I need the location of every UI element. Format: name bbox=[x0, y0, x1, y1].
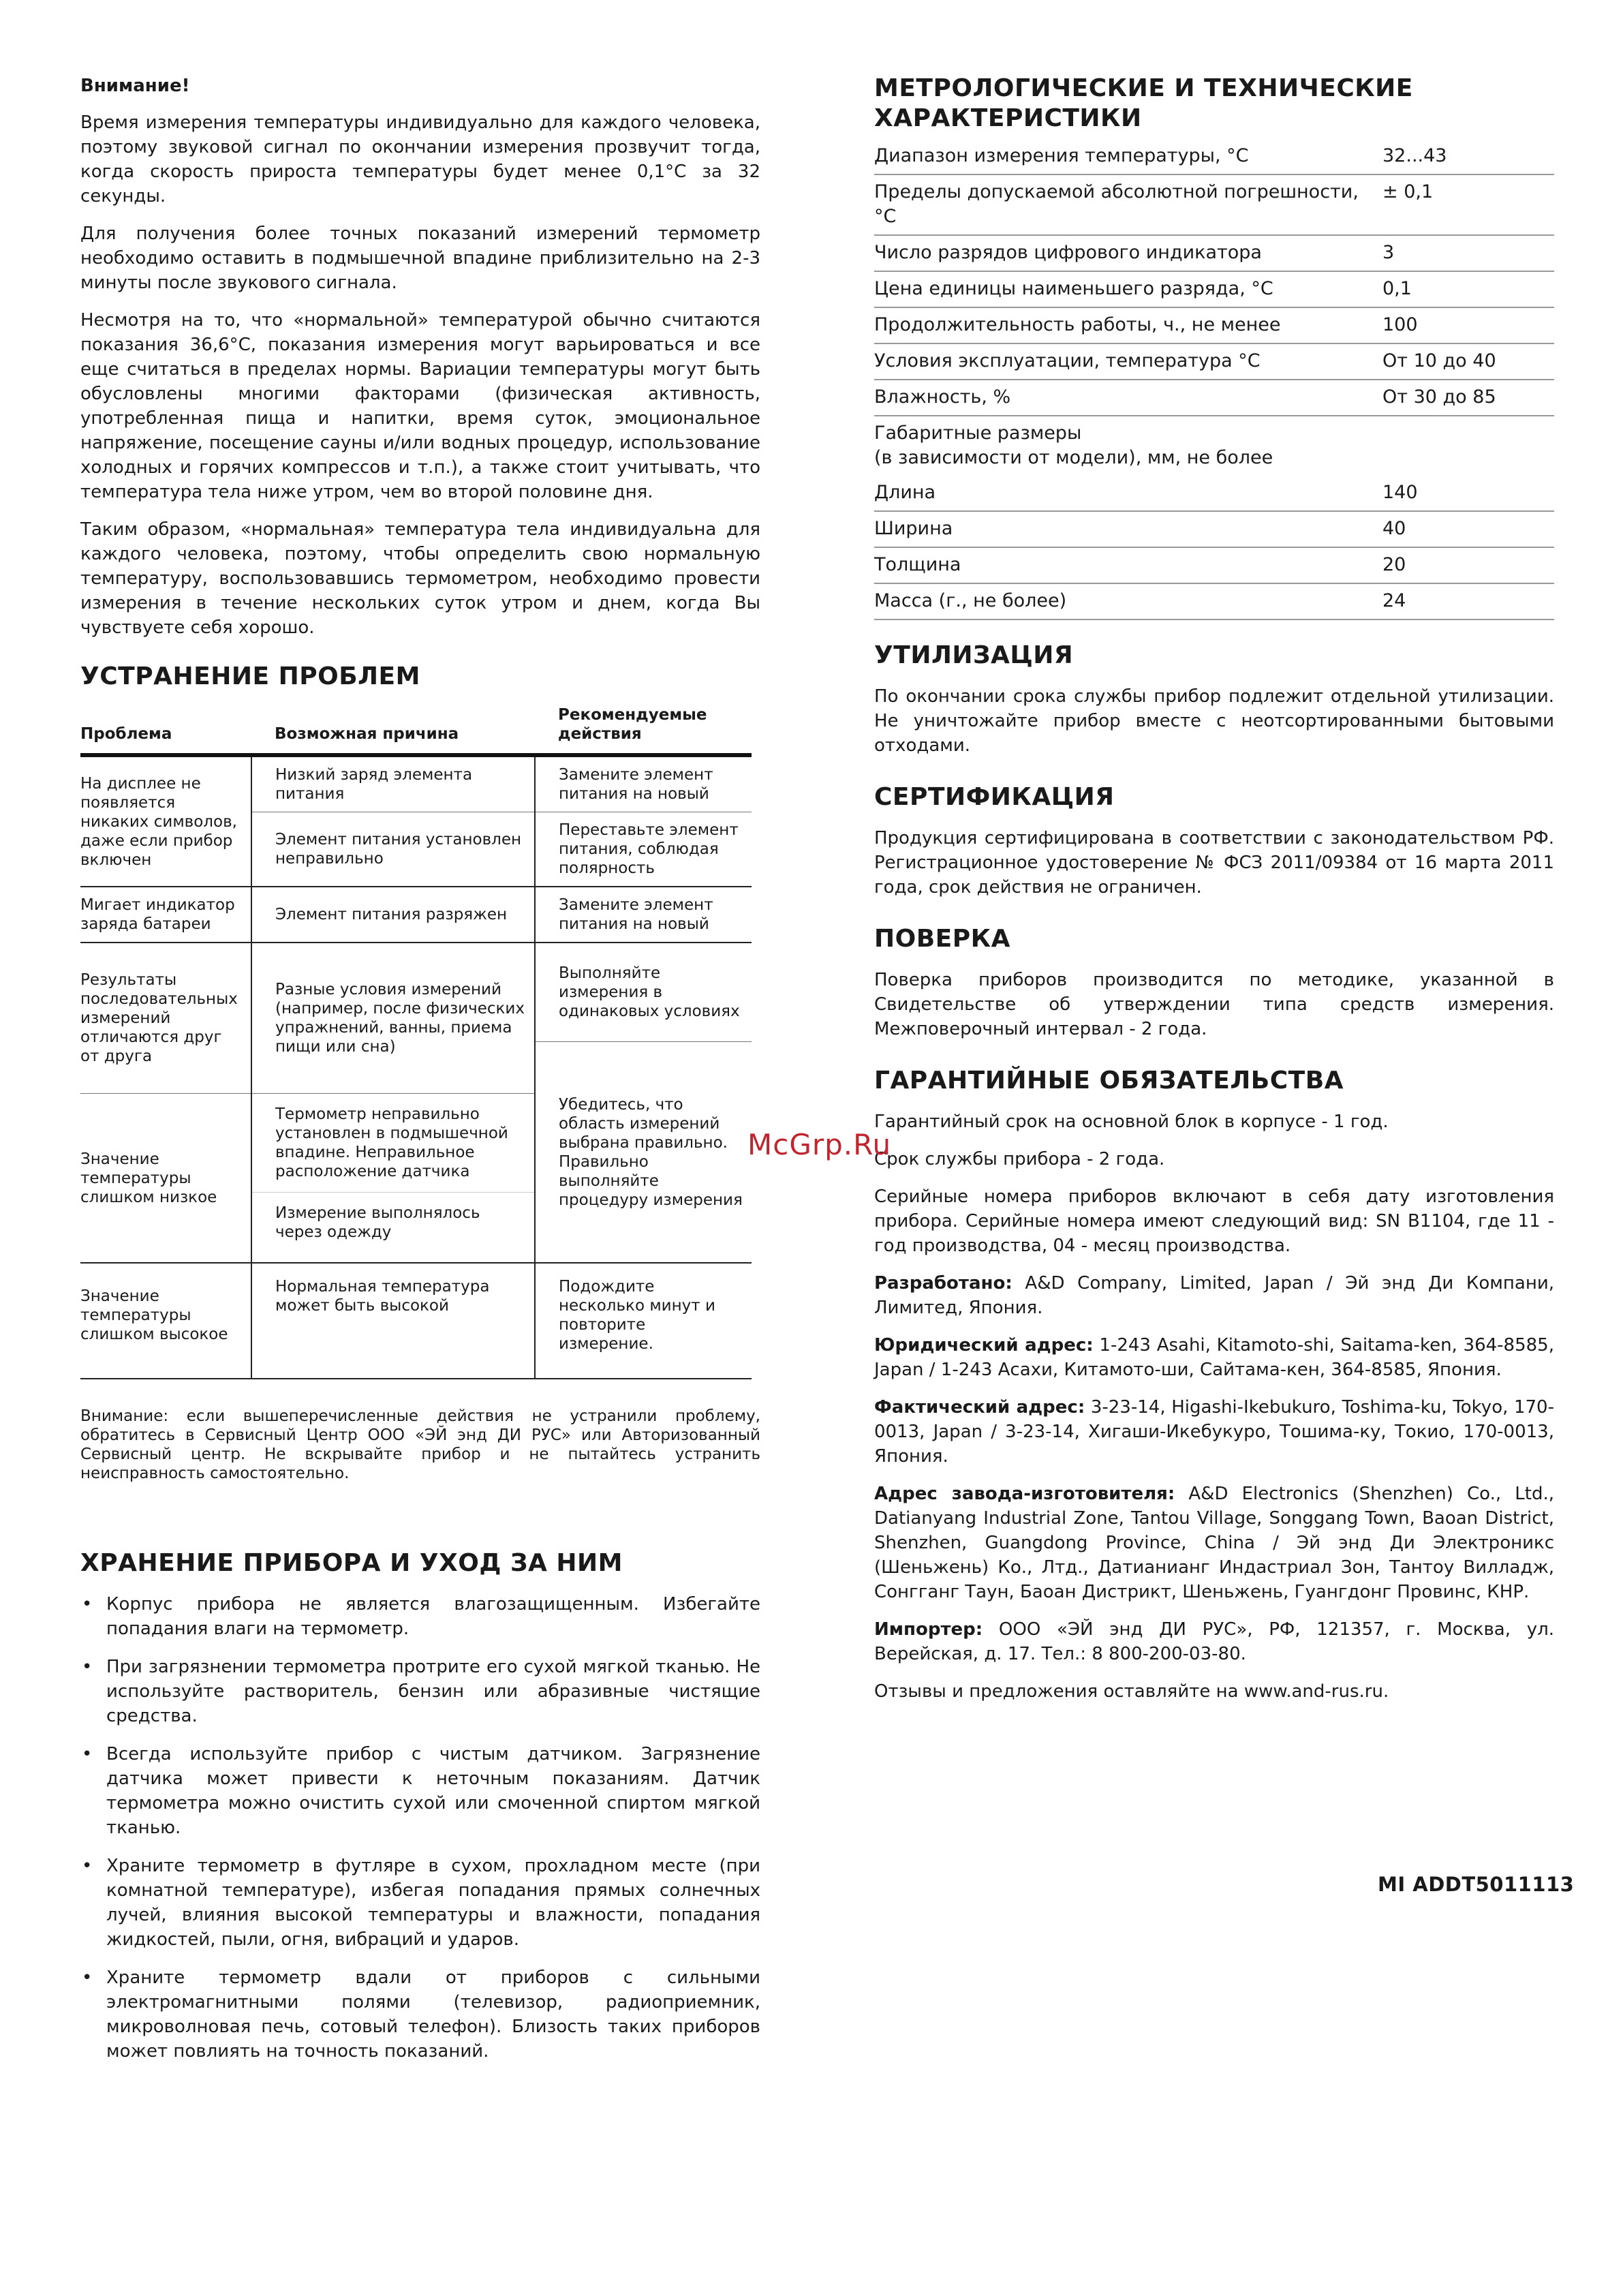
table-row bbox=[874, 271, 1554, 307]
attention-paragraph: Время измерения температуры индивидуально для каждого человека, поэтому звуковой сигнал по окончании измерения прозвучит тогда, когда скорость прироста температуры будет менее 0,1°C за 32 секунды. bbox=[80, 112, 760, 206]
attention-title: Внимание! bbox=[80, 76, 190, 96]
spec-value: ± 0,1 bbox=[1382, 174, 1554, 235]
problem-cell: На дисплее не появляется никаких символов, даже если прибор включен bbox=[80, 755, 251, 887]
importer-info bbox=[874, 1617, 1554, 1666]
problem-cell: Результаты последовательных измерений отличаются друг от друга bbox=[80, 943, 251, 1094]
action-cell: Замените элемент питания на новый bbox=[535, 887, 752, 943]
col-header-action: Рекомендуемые действия bbox=[535, 705, 752, 755]
list-item: • При загрязнении термометра протрите его сухой мягкой тканью. Не используйте растворитель, бензин или абразивные чистящие средства. bbox=[80, 1655, 760, 1728]
col-header-problem: Проблема bbox=[80, 705, 251, 755]
cause-cell: Элемент питания разряжен bbox=[251, 887, 535, 943]
spec-label: Длина bbox=[874, 476, 1382, 511]
spec-value: 3 bbox=[1382, 235, 1554, 271]
cause-cell: Низкий заряд элемента питания bbox=[251, 755, 535, 812]
col-header-cause: Возможная причина bbox=[251, 705, 535, 755]
cause-cell: Элемент питания установлен неправильно bbox=[251, 812, 535, 887]
spec-value: 32...43 bbox=[1382, 139, 1554, 174]
spec-label: Ширина bbox=[874, 511, 1382, 547]
attention-paragraph: Несмотря на то, что «нормальной» температурой обычно считаются показания 36,6°C, показания измерения могут варьироваться и все еще считаться в пределах нормы. Вариации температуры могут быть обусловлены многими факторами (физическая активность, употребленная пища и напитки, время суток, эмоциональное напряжение, посещение сауны и/или водных процедур, использование холодных и горячих компрессов и т.п.), а также стоит учитывать, что температура тела ниже утром, чем во второй половине дня. bbox=[80, 310, 760, 502]
storage-title: ХРАНЕНИЕ ПРИБОРА И УХОД ЗА НИМ bbox=[80, 1549, 623, 1577]
certification-title: СЕРТИФИКАЦИЯ bbox=[874, 783, 1115, 811]
list-item: • Всегда используйте прибор с чистым датчиком. Загрязнение датчика может привести к неточным показаниям. Датчик термометра можно очистить сухой или смоченной спиртом мягкой тканью. bbox=[80, 1742, 760, 1840]
storage-list bbox=[80, 1592, 760, 2064]
table-row bbox=[874, 583, 1554, 619]
cause-cell: Термометр неправильно установлен в подмышечной впадине. Неправильное расположение датчика bbox=[251, 1094, 535, 1193]
table-row bbox=[874, 511, 1554, 547]
table-row bbox=[874, 547, 1554, 583]
table-row bbox=[874, 343, 1554, 380]
action-cell: Переставьте элемент питания, соблюдая полярность bbox=[535, 812, 752, 887]
spec-value: 100 bbox=[1382, 307, 1554, 343]
feedback-text: Отзывы и предложения оставляйте на www.and-rus.ru. bbox=[874, 1681, 1389, 1702]
legal-address-text: 1-243 Asahi, Kitamoto-shi, Saitama-ken, 364-8585, Japan / 1-243 Асахи, Китамото-ши, Сайтама-кен, 364-8585, Япония. bbox=[874, 1335, 1554, 1380]
specs-title: МЕТРОЛОГИЧЕСКИЕ И ТЕХНИЧЕСКИЕ ХАРАКТЕРИСТИКИ bbox=[874, 74, 1413, 132]
spec-label: Цена единицы наименьшего разряда, °C bbox=[874, 271, 1382, 307]
factory-address-text: A&D Electronics (Shenzhen) Co., Ltd., Datianyang Industrial Zone, Tantou Village, Songgang Town, Baoan District, Shenzhen, Guangdong Province, China / Эй энд Ди Электроникс (Шеньжень) Ко., Лтд., Датианианг Индастриал Зон, Тантоу Вилладж, Сонгганг Таун, Баоан Дистрикт, Шеньжень, Гуангдонг Провинс, КНР. bbox=[874, 1484, 1554, 1602]
table-row bbox=[80, 943, 752, 1042]
factory-address-label: Адрес завода-изготовителя: bbox=[874, 1484, 1175, 1504]
attention-paragraph: Для получения более точных показаний измерений термометр необходимо оставить в подмышечной впадине приблизительно на 2-3 минуты после звукового сигнала. bbox=[80, 224, 760, 293]
watermark: McGrp.Ru bbox=[747, 1128, 892, 1161]
developer-text: A&D Company, Limited, Japan / Эй энд Ди Компани, Лимитед, Япония. bbox=[874, 1273, 1554, 1318]
developer-info bbox=[874, 1271, 1554, 1320]
table-row bbox=[80, 755, 752, 812]
spec-label: Масса (г., не более) bbox=[874, 583, 1382, 619]
table-row bbox=[874, 416, 1554, 476]
table-row bbox=[874, 380, 1554, 416]
actual-address-label: Фактический адрес: bbox=[874, 1397, 1085, 1418]
warranty-term: Гарантийный срок на основной блок в корпусе - 1 год. bbox=[874, 1112, 1389, 1132]
problem-cell: Значение температуры слишком низкое bbox=[80, 1094, 251, 1264]
spec-label: Условия эксплуатации, температура °C bbox=[874, 343, 1382, 380]
table-row bbox=[80, 1263, 752, 1379]
spec-label: Число разрядов цифрового индикатора bbox=[874, 235, 1382, 271]
spec-value: От 30 до 85 bbox=[1382, 380, 1554, 416]
troubleshooting-note: Внимание: если вышеперечисленные действия не устранили проблему, обратитесь в Сервисный Центр ООО «ЭЙ энд ДИ РУС» или Авторизованный Сервисный центр. Не вскрывайте прибор и не пытайтесь устранить неисправность самостоятельно. bbox=[80, 1407, 760, 1482]
table-row bbox=[80, 887, 752, 943]
legal-address bbox=[874, 1333, 1554, 1382]
cause-cell: Измерение выполнялось через одежду bbox=[251, 1193, 535, 1264]
spec-label: Продолжительность работы, ч., не менее bbox=[874, 307, 1382, 343]
spec-label: Диапазон измерения температуры, °C bbox=[874, 139, 1382, 174]
developer-label: Разработано: bbox=[874, 1273, 1013, 1294]
disposal-title: УТИЛИЗАЦИЯ bbox=[874, 641, 1074, 669]
action-cell: Подождите несколько минут и повторите измерение. bbox=[535, 1263, 752, 1379]
list-item: • Корпус прибора не является влагозащищенным. Избегайте попадания влаги на термометр. bbox=[80, 1592, 760, 1641]
list-item: • Храните термометр вдали от приборов с сильными электромагнитными полями (телевизор, радиоприемник, микроволновая печь, сотовый телефон). Близость таких приборов может повлиять на точность показаний. bbox=[80, 1965, 760, 2064]
table-row bbox=[874, 307, 1554, 343]
actual-address-text: 3-23-14, Higashi-Ikebukuro, Toshima-ku, Tokyo, 170-0013, Japan / 3-23-14, Хигаши-Икебукуро, Тошима-ку, Токио, 170-0013, Япония. bbox=[874, 1397, 1554, 1467]
service-life: Срок службы прибора - 2 года. bbox=[874, 1149, 1165, 1169]
troubleshooting-table bbox=[80, 705, 752, 1379]
specs-table bbox=[874, 139, 1554, 620]
spec-value: 0,1 bbox=[1382, 271, 1554, 307]
problem-cell: Значение температуры слишком высокое bbox=[80, 1263, 251, 1379]
spec-label bbox=[874, 416, 1554, 476]
certification-text: Продукция сертифицирована в соответствии с законодательством РФ. Регистрационное удостоверение № ФСЗ 2011/09384 от 16 марта 2011 года, срок действия не ограничен. bbox=[874, 828, 1554, 898]
importer-label: Импортер: bbox=[874, 1619, 983, 1640]
table-row bbox=[874, 476, 1554, 511]
legal-address-label: Юридический адрес: bbox=[874, 1335, 1094, 1356]
spec-value: 40 bbox=[1382, 511, 1554, 547]
document-id: MI ADDT5011113 bbox=[1378, 1873, 1575, 1896]
problem-cell: Мигает индикатор заряда батареи bbox=[80, 887, 251, 943]
spec-label: Пределы допускаемой абсолютной погрешности, °C bbox=[874, 174, 1382, 235]
factory-address bbox=[874, 1482, 1554, 1604]
troubleshooting-title: УСТРАНЕНИЕ ПРОБЛЕМ bbox=[80, 662, 420, 690]
serial-info: Серийные номера приборов включают в себя дату изготовления прибора. Серийные номера имеют следующий вид: SN B1104, где 11 - год производства, 04 - месяц производства. bbox=[874, 1187, 1554, 1256]
verification-text: Поверка приборов производится по методике, указанной в Свидетельстве об утверждении типа средств измерения. Межповерочный интервал - 2 года. bbox=[874, 970, 1554, 1039]
right-column bbox=[874, 74, 1554, 1717]
dims-label-line: Габаритные размеры bbox=[874, 423, 1082, 444]
importer-text: ООО «ЭЙ энд ДИ РУС», РФ, 121357, г. Москва, ул. Верейская, д. 17. Тел.: 8 800-200-03-80. bbox=[874, 1619, 1554, 1664]
table-header-row bbox=[80, 705, 752, 755]
action-cell: Убедитесь, что область измерений выбрана правильно. Правильно выполняйте процедуру измерения bbox=[535, 1042, 752, 1264]
left-column bbox=[80, 74, 760, 2077]
cause-cell: Нормальная температура может быть высокой bbox=[251, 1263, 535, 1379]
list-item: • Храните термометр в футляре в сухом, прохладном месте (при комнатной температуре), избегая попадания прямых солнечных лучей, влияния высокой температуры и влажности, попадания жидкостей, пыли, огня, вибраций и ударов. bbox=[80, 1854, 760, 1952]
spec-label: Влажность, % bbox=[874, 380, 1382, 416]
spec-value: От 10 до 40 bbox=[1382, 343, 1554, 380]
table-row bbox=[874, 235, 1554, 271]
warranty-title: ГАРАНТИЙНЫЕ ОБЯЗАТЕЛЬСТВА bbox=[874, 1067, 1344, 1095]
verification-title: ПОВЕРКА bbox=[874, 925, 1010, 953]
actual-address bbox=[874, 1395, 1554, 1469]
dims-label-line: (в зависимости от модели), мм, не более bbox=[874, 447, 1273, 468]
spec-label: Толщина bbox=[874, 547, 1382, 583]
spec-value: 20 bbox=[1382, 547, 1554, 583]
spec-value: 24 bbox=[1382, 583, 1554, 619]
action-cell: Замените элемент питания на новый bbox=[535, 755, 752, 812]
attention-paragraph: Таким образом, «нормальная» температура тела индивидуальна для каждого человека, поэтому, чтобы определить свою нормальную температуру, воспользовавшись термометром, необходимо провести измерения в течение нескольких суток утром и днем, когда Вы чувствуете себя хорошо. bbox=[80, 519, 760, 638]
cause-cell: Разные условия измерений (например, после физических упражнений, ванны, приема пищи или сна) bbox=[251, 943, 535, 1094]
action-cell: Выполняйте измерения в одинаковых условиях bbox=[535, 943, 752, 1042]
spec-value: 140 bbox=[1382, 476, 1554, 511]
table-row bbox=[874, 174, 1554, 235]
disposal-text: По окончании срока службы прибор подлежит отдельной утилизации. Не уничтожайте прибор вместе с неотсортированными бытовыми отходами. bbox=[874, 686, 1554, 756]
table-row bbox=[874, 139, 1554, 174]
